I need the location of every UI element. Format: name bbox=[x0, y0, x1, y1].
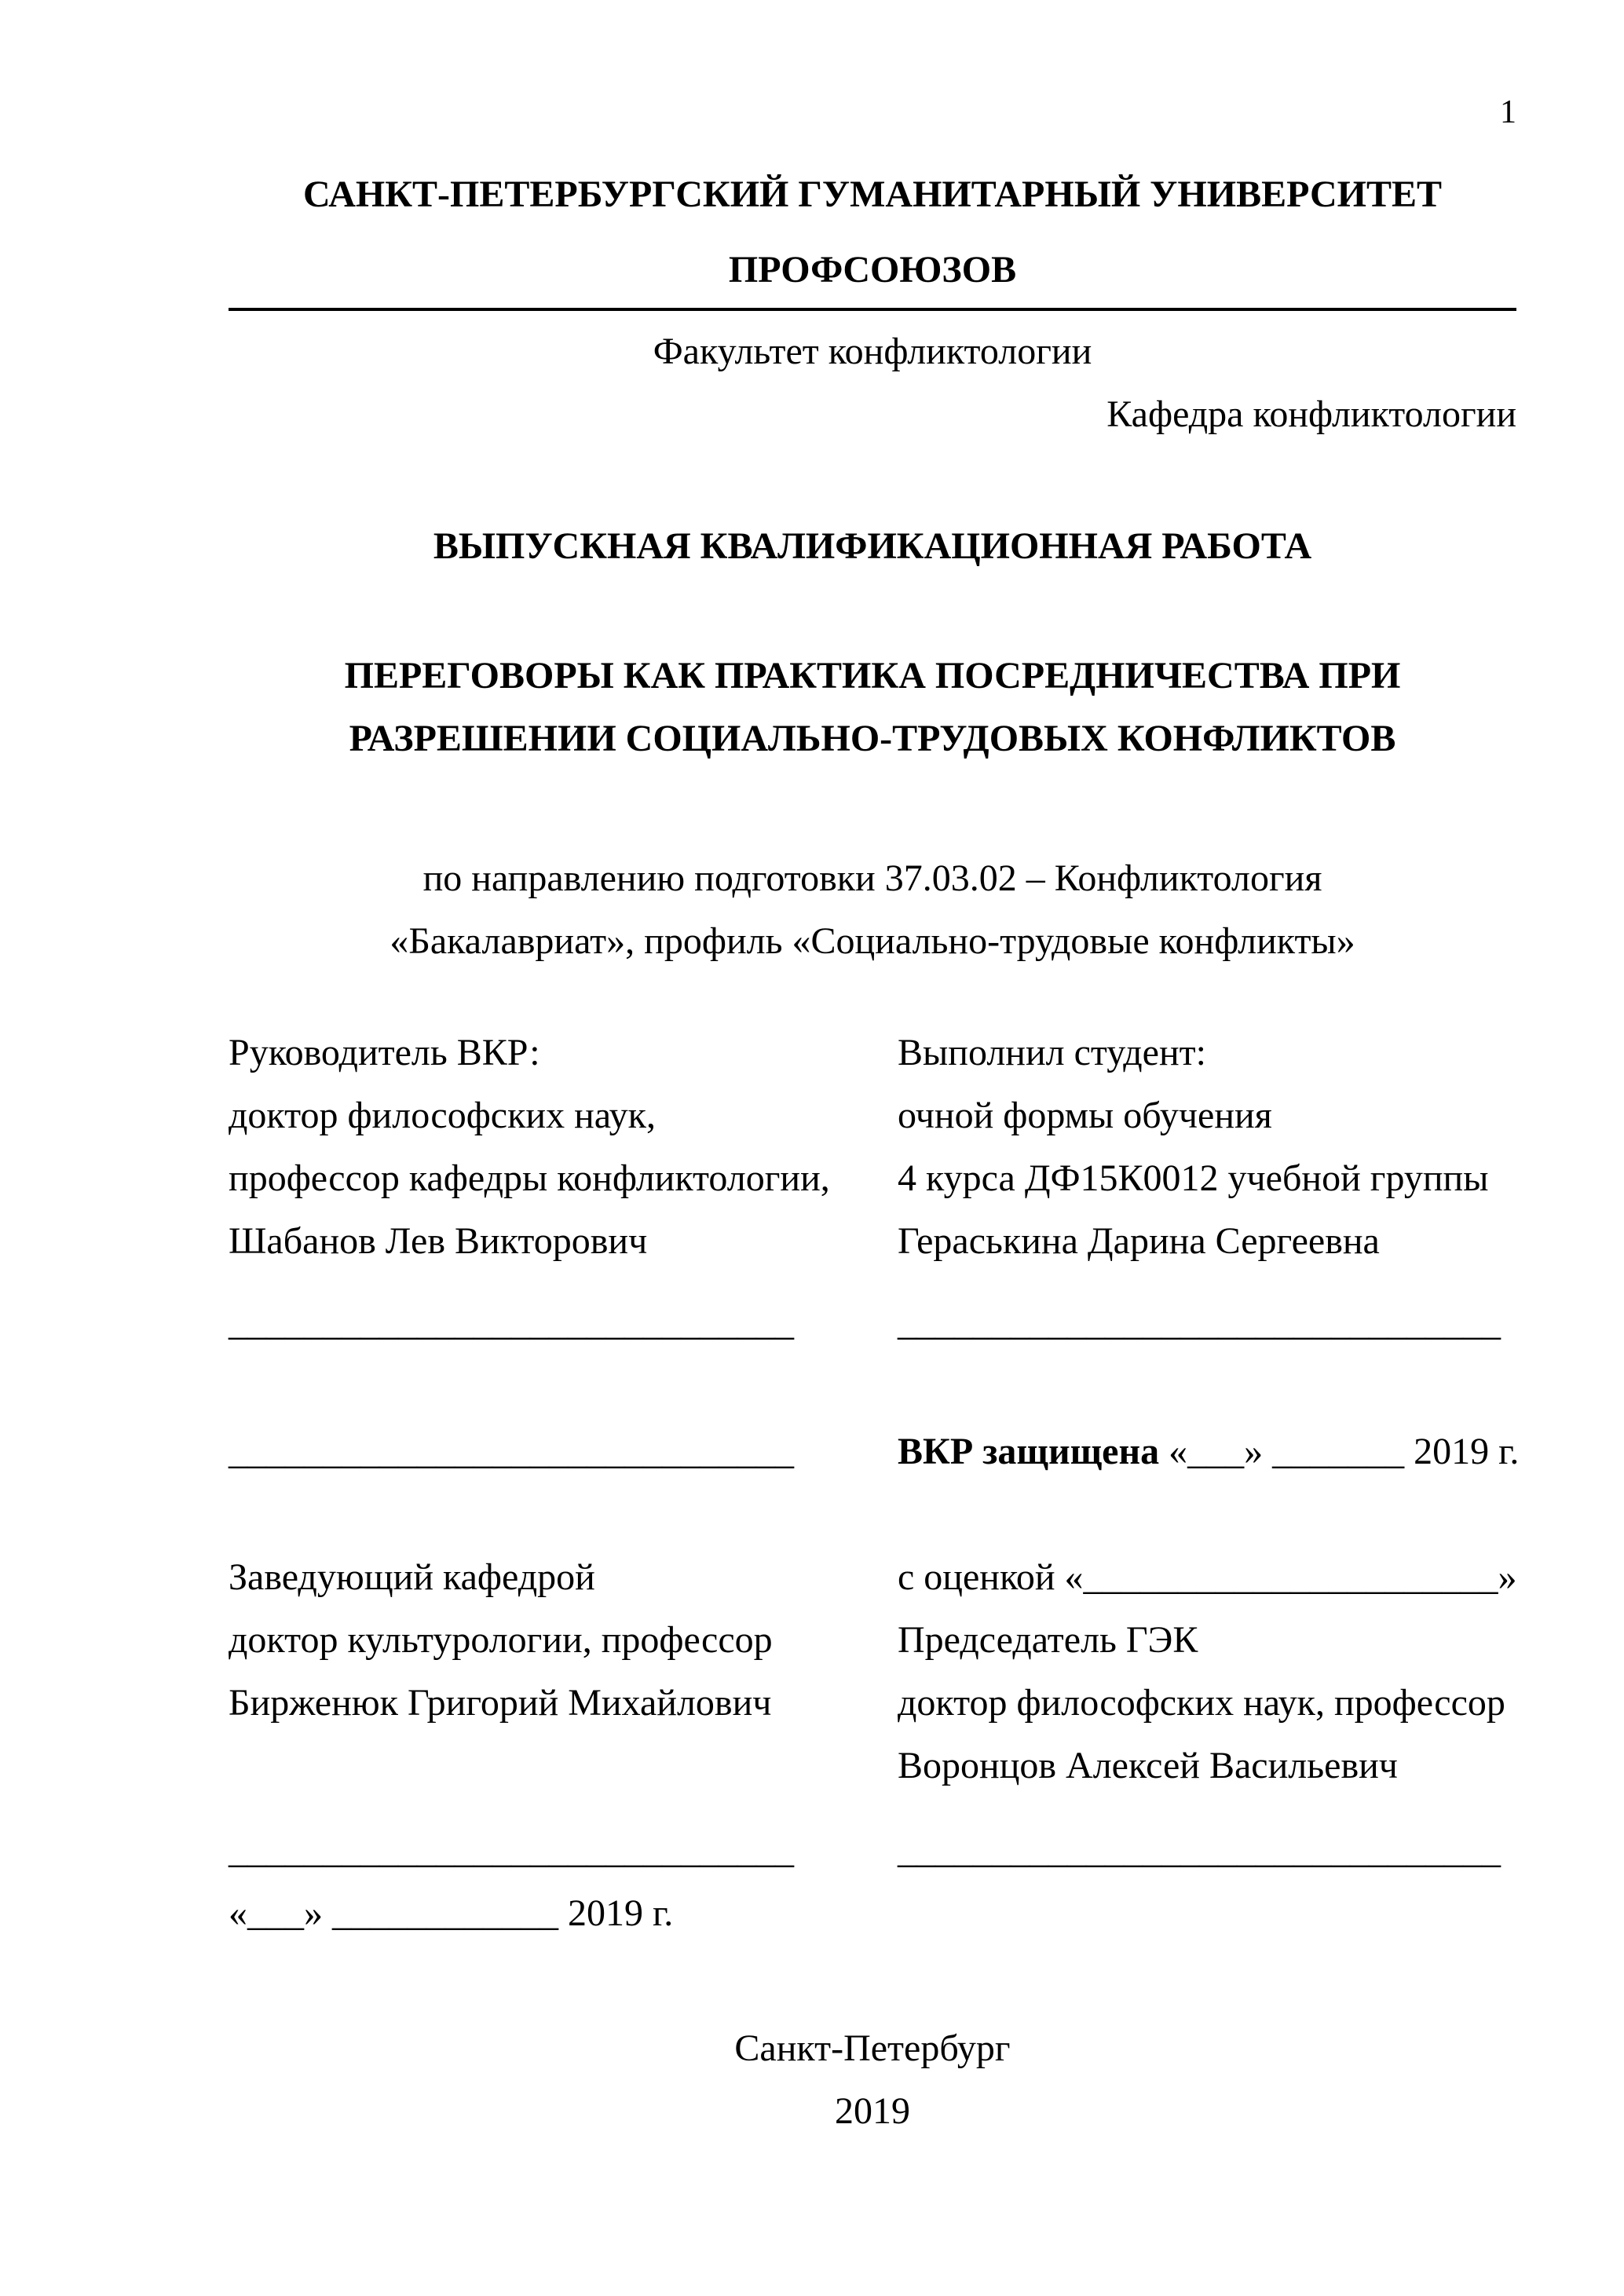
spacer bbox=[898, 1483, 1519, 1546]
student-label: Выполнил студент: bbox=[898, 1032, 1206, 1073]
chair-label: Председатель ГЭК bbox=[898, 1619, 1198, 1661]
spacer bbox=[229, 1355, 898, 1420]
page-number: 1 bbox=[1500, 94, 1516, 130]
defended-label: ВКР защищена bbox=[898, 1431, 1160, 1472]
footer-city: Санкт-Петербург bbox=[734, 2027, 1011, 2069]
department-head-signature-line: ______________________________ bbox=[229, 1830, 794, 1871]
university-name-line1: САНКТ-ПЕТЕРБУРГСКИЙ ГУМАНИТАРНЫЙ УНИВЕРСИТЕТ bbox=[302, 174, 1443, 215]
spacer bbox=[898, 1273, 1519, 1292]
defended-date: «___» _______ 2019 г. bbox=[1169, 1431, 1520, 1472]
chair-degree: доктор философских наук, профессор bbox=[898, 1682, 1505, 1724]
program-profile: «Бакалавриат», профиль «Социально-трудовые конфликты» bbox=[390, 920, 1355, 962]
work-type-heading: ВЫПУСКНАЯ КВАЛИФИКАЦИОННАЯ РАБОТА bbox=[433, 525, 1312, 567]
program-direction: по направлению подготовки 37.03.02 – Конфликтология bbox=[422, 857, 1322, 899]
page-content bbox=[229, 0, 1520, 2143]
signature-columns bbox=[229, 1022, 1520, 1945]
chair-name: Воронцов Алексей Васильевич bbox=[898, 1745, 1398, 1786]
empty-row bbox=[229, 1735, 898, 1797]
spacer bbox=[898, 1797, 1519, 1819]
supervisor-signature-line-2: ______________________________ bbox=[229, 1431, 794, 1472]
department-line: Кафедра конфликтологии bbox=[1106, 393, 1516, 435]
chair-signature-line: ________________________________ bbox=[898, 1830, 1501, 1871]
left-column bbox=[229, 1022, 898, 1945]
thesis-title-line1: ПЕРЕГОВОРЫ КАК ПРАКТИКА ПОСРЕДНИЧЕСТВА ПРИ bbox=[344, 655, 1401, 696]
supervisor-position: профессор кафедры конфликтологии, bbox=[229, 1157, 830, 1199]
thesis-title-line2: РАЗРЕШЕНИИ СОЦИАЛЬНО-ТРУДОВЫХ КОНФЛИКТОВ bbox=[349, 718, 1396, 759]
spacer bbox=[898, 1355, 1519, 1420]
department-head-label: Заведующий кафедрой bbox=[229, 1556, 595, 1598]
spacer bbox=[229, 1273, 898, 1292]
supervisor-degree: доктор философских наук, bbox=[229, 1095, 656, 1136]
department-head-name: Бирженюк Григорий Михайлович bbox=[229, 1682, 772, 1724]
thesis-title bbox=[229, 645, 1516, 770]
supervisor-name: Шабанов Лев Викторович bbox=[229, 1220, 648, 1262]
right-column bbox=[898, 1022, 1519, 1945]
defended-line bbox=[898, 1420, 1519, 1483]
faculty-line: Факультет конфликтологии bbox=[653, 331, 1092, 372]
spacer bbox=[229, 1483, 898, 1546]
supervisor-label: Руководитель ВКР: bbox=[229, 1032, 540, 1073]
header-rule bbox=[229, 308, 1516, 311]
footer-year: 2019 bbox=[835, 2090, 910, 2132]
student-group: 4 курса ДФ15К0012 учебной группы bbox=[898, 1157, 1489, 1199]
student-form: очной формы обучения bbox=[898, 1095, 1272, 1136]
university-name-line2: ПРОФСОЮЗОВ bbox=[728, 249, 1017, 291]
university-name bbox=[229, 157, 1516, 308]
department-head-date-line: «___» ____________ 2019 г. bbox=[229, 1892, 674, 1934]
page-footer bbox=[229, 2017, 1516, 2143]
supervisor-signature-line: ______________________________ bbox=[229, 1302, 794, 1344]
department-head-degree: доктор культурологии, профессор bbox=[229, 1619, 773, 1661]
program-info bbox=[229, 847, 1516, 973]
student-name: Гераськина Дарина Сергеевна bbox=[898, 1220, 1380, 1262]
spacer bbox=[229, 1797, 898, 1819]
student-signature-line: ________________________________ bbox=[898, 1302, 1501, 1344]
grade-line: с оценкой «______________________» bbox=[898, 1556, 1517, 1598]
